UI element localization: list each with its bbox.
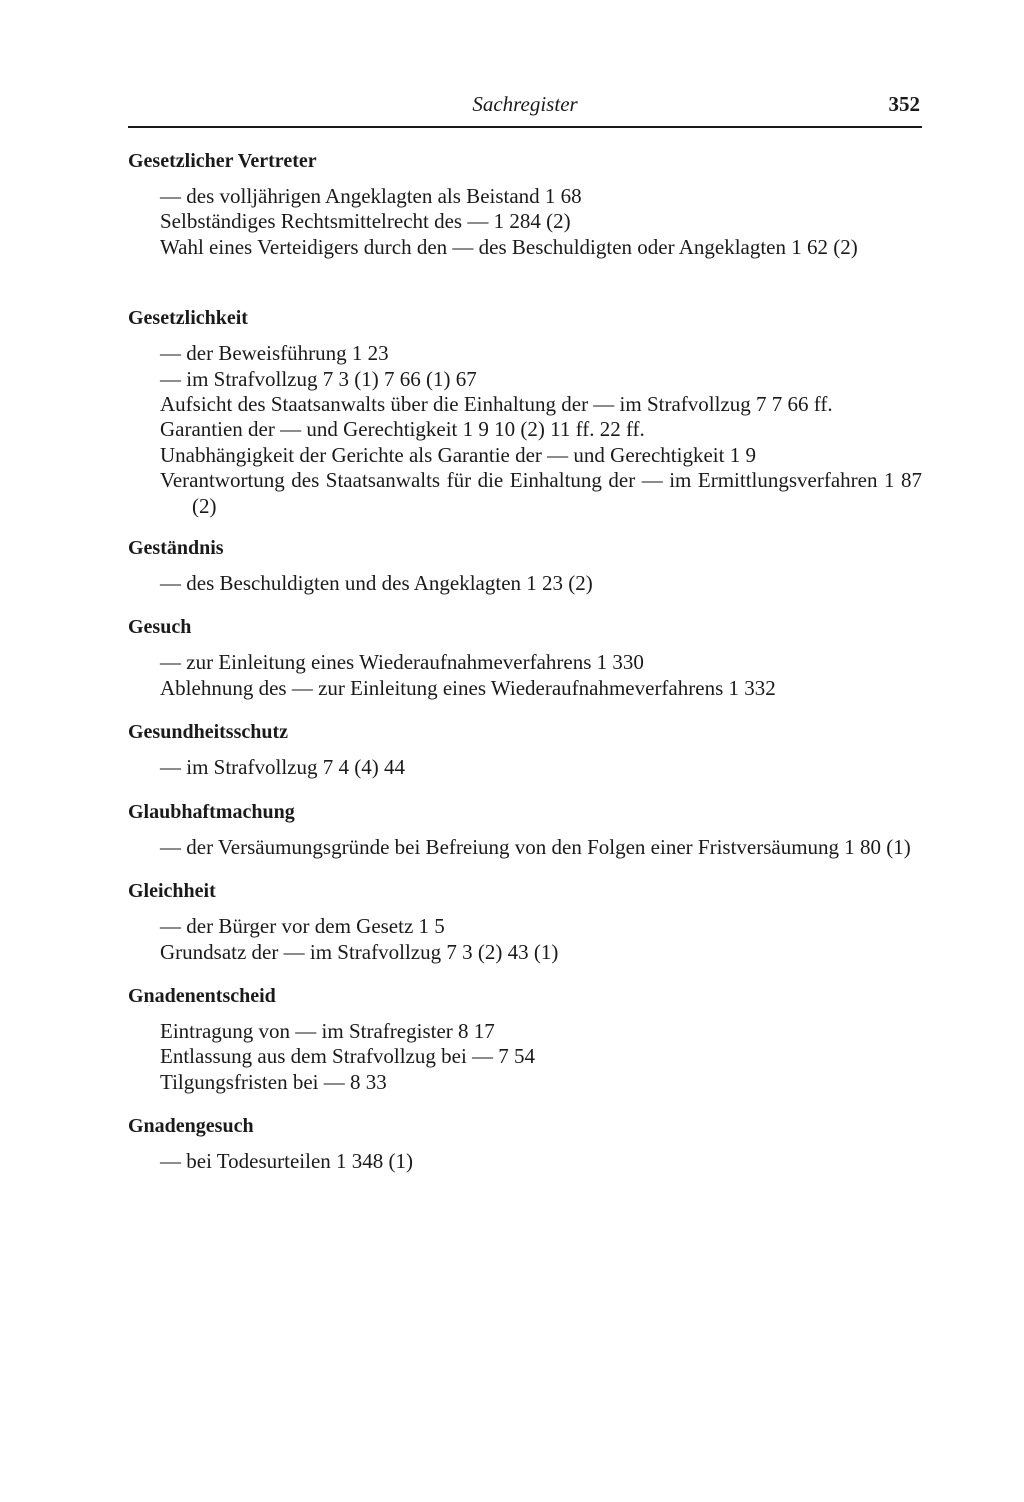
entry-line: — des Beschuldigten und des Angeklagten 1 23 (2) bbox=[160, 571, 593, 596]
entry-line: Unabhängigkeit der Gerichte als Garantie der — und Gerechtigkeit 1 9 bbox=[160, 442, 756, 467]
index-entry bbox=[128, 148, 922, 260]
entry-line: Tilgungsfristen bei — 8 33 bbox=[160, 1069, 387, 1094]
running-title: Sachregister bbox=[472, 92, 578, 116]
entry-line: — im Strafvollzug 7 3 (1) 7 66 (1) 67 bbox=[160, 366, 477, 391]
entry-heading: Gnadenentscheid bbox=[128, 984, 276, 1007]
entry-line: — im Strafvollzug 7 4 (4) 44 bbox=[160, 755, 405, 780]
entry-line: Entlassung aus dem Strafvollzug bei — 7 54 bbox=[160, 1044, 536, 1069]
entry-line: Garantien der — und Gerechtigkeit 1 9 10 (2) 11 ff. 22 ff. bbox=[160, 417, 645, 442]
index-entry bbox=[128, 983, 922, 1095]
entry-line: Selbständiges Rechtsmittelrecht des — 1 284 (2) bbox=[160, 209, 571, 234]
index-entry bbox=[128, 1113, 922, 1174]
index-content bbox=[128, 148, 922, 1175]
index-entry bbox=[128, 535, 922, 596]
entry-line: — der Bürger vor dem Gesetz 1 5 bbox=[160, 914, 445, 939]
entry-line: Verantwortung des Staatsanwalts für die Einhaltung der — im Ermittlungsverfahren 1 87 (2) bbox=[160, 468, 922, 518]
entry-line: — zur Einleitung eines Wiederaufnahmeverfahrens 1 330 bbox=[160, 650, 644, 675]
entry-heading: Gesundheitsschutz bbox=[128, 721, 289, 744]
index-entry bbox=[128, 878, 922, 965]
entry-line: — des volljährigen Angeklagten als Beistand 1 68 bbox=[160, 184, 582, 208]
entry-line: — der Beweisführung 1 23 bbox=[160, 341, 389, 366]
entry-heading: Gesetzlicher Vertreter bbox=[128, 150, 317, 172]
index-entry bbox=[128, 799, 922, 860]
entry-line: Wahl eines Verteidigers durch den — des Beschuldigten oder Angeklagten 1 62 (2) bbox=[160, 234, 858, 259]
index-entry bbox=[128, 614, 922, 701]
entry-heading: Gesuch bbox=[128, 616, 192, 639]
entry-line: — bei Todesurteilen 1 348 (1) bbox=[160, 1149, 414, 1174]
entry-line: Grundsatz der — im Strafvollzug 7 3 (2) 43 (1) bbox=[160, 939, 559, 964]
entry-line: Ablehnung des — zur Einleitung eines Wiederaufnahmeverfahrens 1 332 bbox=[160, 675, 776, 700]
entry-heading: Gleichheit bbox=[128, 880, 216, 903]
page-header bbox=[128, 86, 922, 128]
entry-line: Eintragung von — im Strafregister 8 17 bbox=[160, 1018, 495, 1043]
page-number: 352 bbox=[888, 92, 920, 116]
index-entry bbox=[128, 305, 922, 519]
entry-line: Aufsicht des Staatsanwalts über die Einhaltung der — im Strafvollzug 7 7 66 ff. bbox=[160, 392, 833, 417]
entry-heading: Gesetzlichkeit bbox=[128, 307, 248, 330]
entry-heading: Gnadengesuch bbox=[128, 1115, 254, 1138]
index-entry bbox=[128, 719, 922, 780]
entry-line: — der Versäumungsgründe bei Befreiung von den Folgen einer Fristversäumung 1 80 (1) bbox=[160, 834, 911, 859]
entry-heading: Geständnis bbox=[128, 537, 224, 560]
entry-heading: Glaubhaftmachung bbox=[128, 800, 295, 823]
